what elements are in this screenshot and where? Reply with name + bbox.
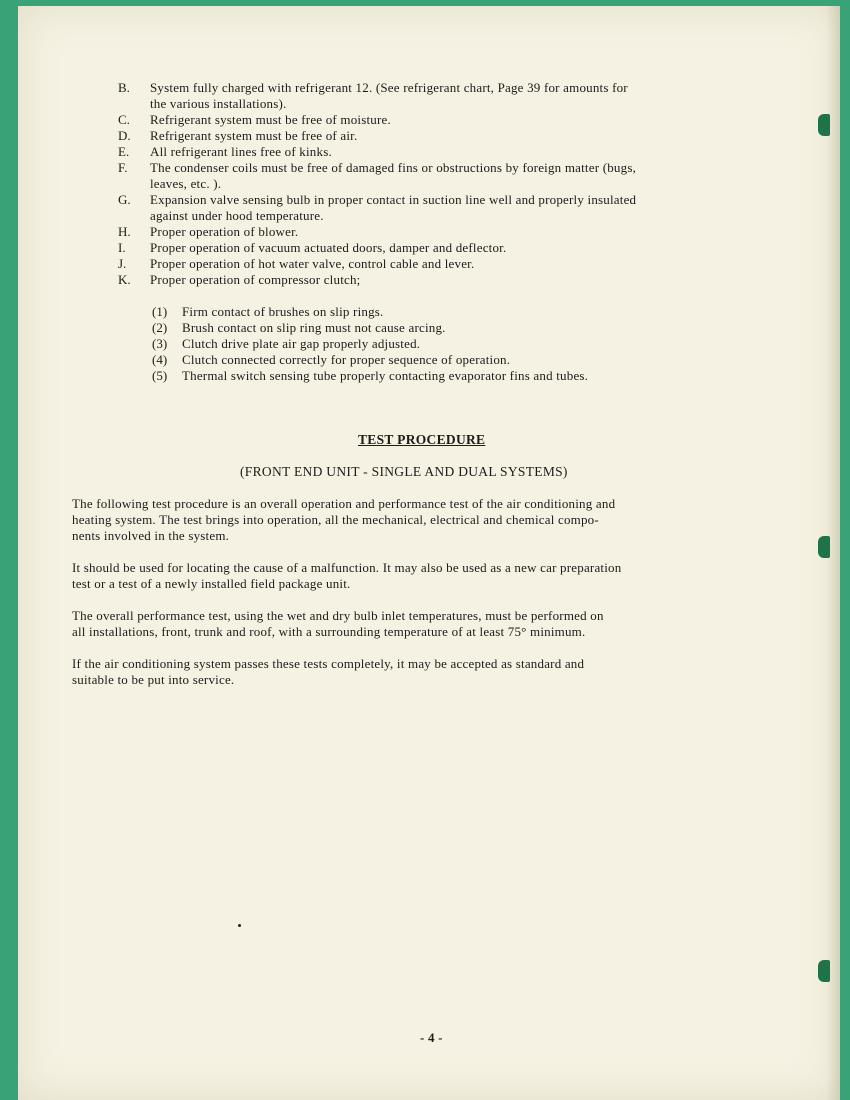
item-i-line-1: Proper operation of vacuum actuated doors, damper and deflector. (150, 240, 507, 255)
item-h-label: H. (118, 224, 131, 239)
item-g-label: G. (118, 192, 131, 207)
subitem-5-text: Thermal switch sensing tube properly contacting evaporator fins and tubes. (182, 368, 589, 383)
item-j-label: J. (118, 256, 127, 271)
subitem-3-text: Clutch drive plate air gap properly adjusted. (182, 336, 421, 351)
paragraph-2-line-2: test or a test of a newly installed field package unit. (72, 576, 351, 591)
item-k-label: K. (118, 272, 131, 287)
section-subtitle: (FRONT END UNIT - SINGLE AND DUAL SYSTEMS) (240, 464, 568, 479)
subitem-4-text: Clutch connected correctly for proper sequence of operation. (182, 352, 511, 367)
subitem-2-text: Brush contact on slip ring must not cause arcing. (182, 320, 446, 335)
item-f-line-2: leaves, etc. ). (150, 176, 222, 191)
subitem-3-label: (3) (152, 336, 168, 351)
item-k-line-1: Proper operation of compressor clutch; (150, 272, 361, 287)
paragraph-1-line-2: heating system. The test brings into operation, all the mechanical, electrical and chemical compo- (72, 512, 599, 527)
item-f-line-1: The condenser coils must be free of damaged fins or obstructions by foreign matter (bugs, (150, 160, 637, 175)
page-number: - 4 - (420, 1030, 443, 1045)
subitem-4-label: (4) (152, 352, 168, 367)
item-g-line-2: against under hood temperature. (150, 208, 324, 223)
item-j-line-1: Proper operation of hot water valve, control cable and lever. (150, 256, 475, 271)
subitem-1-text: Firm contact of brushes on slip rings. (182, 304, 384, 319)
item-b-line-1: System fully charged with refrigerant 12. (See refrigerant chart, Page 39 for amounts for (150, 80, 628, 95)
paragraph-3-line-1: The overall performance test, using the wet and dry bulb inlet temperatures, must be performed on (72, 608, 604, 623)
item-f-label: F. (118, 160, 128, 175)
subitem-1-label: (1) (152, 304, 168, 319)
item-i-label: I. (118, 240, 126, 255)
paragraph-3-line-2: all installations, front, trunk and roof, with a surrounding temperature of at least 75° minimum. (72, 624, 586, 639)
item-g-line-1: Expansion valve sensing bulb in proper contact in suction line well and properly insulated (150, 192, 637, 207)
binder-hole-middle (818, 536, 830, 558)
item-b-line-2: the various installations). (150, 96, 287, 111)
paragraph-2-line-1: It should be used for locating the cause of a malfunction. It may also be used as a new car preparation (72, 560, 622, 575)
ink-speck (238, 924, 241, 927)
document-page (18, 6, 840, 1100)
item-c-label: C. (118, 112, 130, 127)
paragraph-4-line-1: If the air conditioning system passes these tests completely, it may be accepted as standard and (72, 656, 585, 671)
subitem-2-label: (2) (152, 320, 168, 335)
item-e-label: E. (118, 144, 130, 159)
item-e-line-1: All refrigerant lines free of kinks. (150, 144, 332, 159)
item-c-line-1: Refrigerant system must be free of moisture. (150, 112, 391, 127)
item-h-line-1: Proper operation of blower. (150, 224, 299, 239)
paragraph-1-line-1: The following test procedure is an overall operation and performance test of the air conditioning and (72, 496, 616, 511)
paragraph-4-line-2: suitable to be put into service. (72, 672, 235, 687)
item-d-line-1: Refrigerant system must be free of air. (150, 128, 358, 143)
section-title: TEST PROCEDURE (358, 432, 486, 447)
item-b-label: B. (118, 80, 130, 95)
binder-hole-top (818, 114, 830, 136)
paragraph-1-line-3: nents involved in the system. (72, 528, 230, 543)
subitem-5-label: (5) (152, 368, 168, 383)
item-d-label: D. (118, 128, 131, 143)
binder-hole-bottom (818, 960, 830, 982)
